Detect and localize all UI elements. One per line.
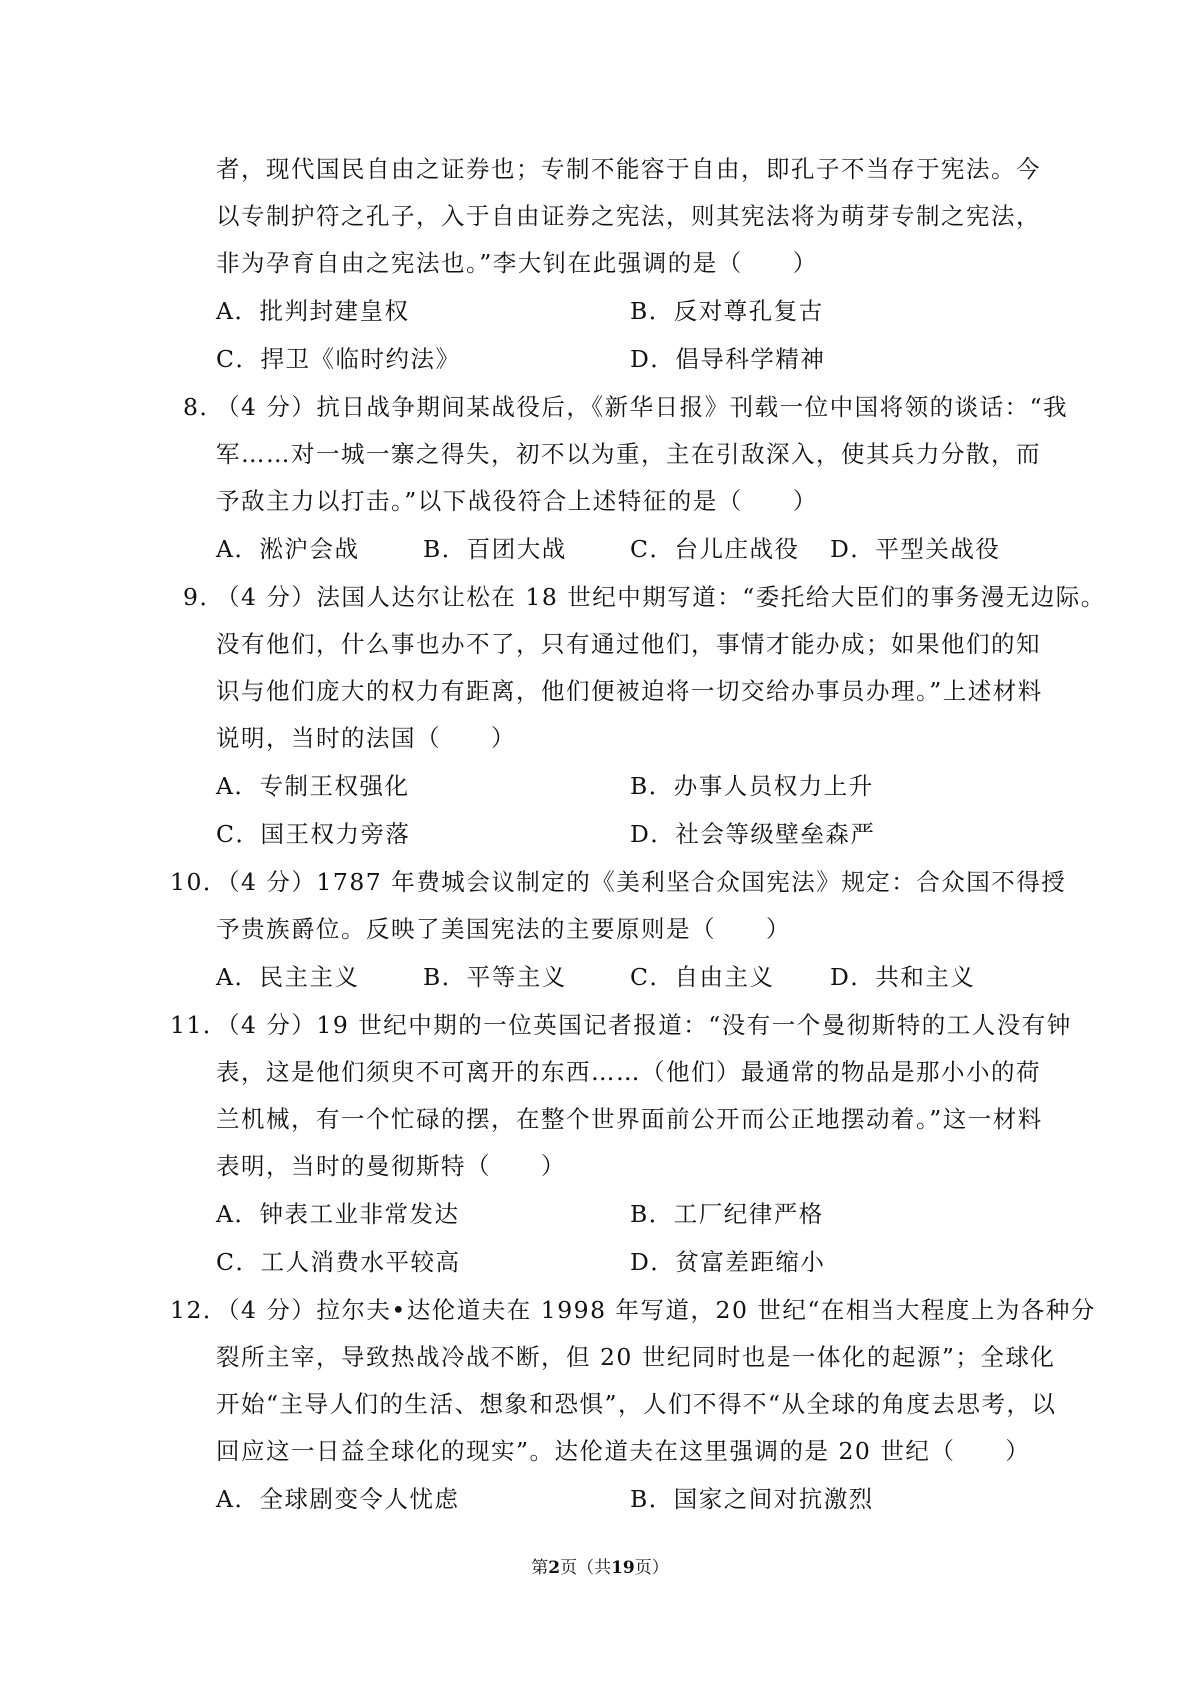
q9-line-2: 没有他们，什么事也办不了，只有通过他们，事情才能办成；如果他们的知 xyxy=(216,630,1041,658)
q11-line-4: 表明，当时的曼彻斯特（ ） xyxy=(216,1152,566,1180)
q7-line-2: 以专制护符之孔子，入于自由证券之宪法，则其宪法将为萌芽专制之宪法， xyxy=(216,202,1041,230)
q8-option-c: C．台儿庄战役 xyxy=(630,535,800,563)
page-footer xyxy=(0,1556,1200,1580)
footer-prefix: 第 xyxy=(531,1558,549,1578)
q10-option-d: D．共和主义 xyxy=(830,963,976,991)
q7-option-d: D．倡导科学精神 xyxy=(630,345,826,373)
q8-number: 8． xyxy=(183,393,225,421)
q12-line-3: 开始“主导人们的生活、想象和恐惧”，人们不得不“从全球的角度去思考，以 xyxy=(216,1390,1057,1418)
q10-line-1: （4 分）1787 年费城会议制定的《美利坚合众国宪法》规定：合众国不得授 xyxy=(216,868,1067,896)
q9-line-3: 识与他们庞大的权力有距离，他们便被迫将一切交给办事员办理。”上述材料 xyxy=(216,677,1043,705)
q12-line-1: （4 分）拉尔夫•达伦道夫在 1998 年写道，20 世纪“在相当大程度上为各种分 xyxy=(216,1296,1096,1324)
q11-line-3: 兰机械，有一个忙碌的摆，在整个世界面前公开而公正地摆动着。”这一材料 xyxy=(216,1105,1043,1133)
q9-option-c: C．国王权力旁落 xyxy=(216,820,411,848)
q12-option-b: B．国家之间对抗激烈 xyxy=(630,1485,874,1513)
q8-line-2: 军……对一城一寨之得失，初不以为重，主在引敌深入，使其兵力分散，而 xyxy=(216,440,1041,468)
q11-option-a: A．钟表工业非常发达 xyxy=(216,1200,460,1228)
q11-number: 11． xyxy=(170,1011,228,1039)
q10-option-b: B．平等主义 xyxy=(423,963,567,991)
q9-option-d: D．社会等级壁垒森严 xyxy=(630,820,876,848)
q8-option-d: D．平型关战役 xyxy=(830,535,1001,563)
q10-option-a: A．民主主义 xyxy=(216,963,360,991)
q7-option-c: C．捍卫《临时约法》 xyxy=(216,345,461,373)
q9-option-a: A．专制王权强化 xyxy=(216,772,410,800)
q12-line-2: 裂所主宰，导致热战冷战不断，但 20 世纪同时也是一体化的起源”；全球化 xyxy=(216,1343,1056,1371)
q9-line-1: （4 分）法国人达尔让松在 18 世纪中期写道：“委托给大臣们的事务漫无边际。 xyxy=(216,583,1106,611)
q9-number: 9． xyxy=(183,583,225,611)
q7-line-3: 非为孕育自由之宪法也。”李大钊在此强调的是（ ） xyxy=(216,249,818,277)
q11-option-b: B．工厂纪律严格 xyxy=(630,1200,824,1228)
q8-line-1: （4 分）抗日战争期间某战役后，《新华日报》刊载一位中国将领的谈话：“我 xyxy=(216,393,1069,421)
footer-total-pages: 19 xyxy=(611,1558,635,1578)
q9-option-b: B．办事人员权力上升 xyxy=(630,772,874,800)
q12-number: 12． xyxy=(170,1296,228,1324)
q10-option-c: C．自由主义 xyxy=(630,963,775,991)
q7-line-1: 者，现代国民自由之证券也；专制不能容于自由，即孔子不当存于宪法。今 xyxy=(216,155,1041,183)
footer-suffix: 页） xyxy=(634,1558,669,1578)
footer-page-number: 2 xyxy=(548,1558,561,1578)
q8-option-a: A．淞沪会战 xyxy=(216,535,360,563)
q11-option-d: D．贫富差距缩小 xyxy=(630,1248,826,1276)
q8-option-b: B．百团大战 xyxy=(423,535,567,563)
q7-option-b: B．反对尊孔复古 xyxy=(630,297,824,325)
q10-line-2: 予贵族爵位。反映了美国宪法的主要原则是（ ） xyxy=(216,915,791,943)
q11-line-2: 表，这是他们须臾不可离开的东西……（他们）最通常的物品是那小小的荷 xyxy=(216,1058,1041,1086)
q10-number: 10． xyxy=(170,868,228,896)
q12-line-4: 回应这一日益全球化的现实”。达伦道夫在这里强调的是 20 世纪（ ） xyxy=(216,1437,1031,1465)
q11-line-1: （4 分）19 世纪中期的一位英国记者报道：“没有一个曼彻斯特的工人没有钟 xyxy=(216,1011,1072,1039)
q9-line-4: 说明，当时的法国（ ） xyxy=(216,724,516,752)
q12-option-a: A．全球剧变令人忧虑 xyxy=(216,1485,460,1513)
q11-option-c: C．工人消费水平较高 xyxy=(216,1248,461,1276)
q7-option-a: A．批判封建皇权 xyxy=(216,297,410,325)
footer-middle: 页（共 xyxy=(560,1558,612,1578)
q8-line-3: 予敌主力以打击。”以下战役符合上述特征的是（ ） xyxy=(216,487,818,515)
